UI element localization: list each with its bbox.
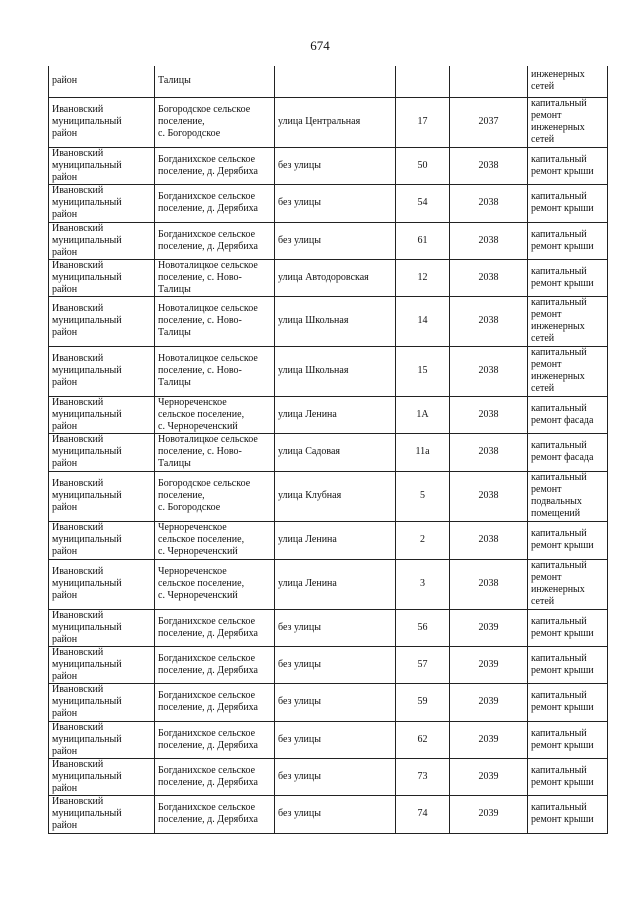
year-cell: 2038 xyxy=(450,346,528,396)
settlement-cell: Богданихское сельское поселение, д. Дерябиха xyxy=(155,758,275,795)
page-number: 674 xyxy=(310,38,330,53)
work-type-cell: капитальный ремонт инженерных сетей xyxy=(528,346,608,396)
table-row xyxy=(49,66,608,97)
settlement-cell: Богданихское сельское поселение, д. Дерябиха xyxy=(155,147,275,184)
year-cell: 2038 xyxy=(450,433,528,471)
settlement-cell: Талицы xyxy=(155,66,275,97)
district-cell: Ивановский муниципальный район xyxy=(49,609,155,646)
year-cell: 2038 xyxy=(450,147,528,184)
street-cell: улица Ленина xyxy=(275,396,396,433)
district-cell: Ивановский муниципальный район xyxy=(49,222,155,259)
work-type-cell: капитальный ремонт инженерных сетей xyxy=(528,296,608,346)
street-cell: улица Школьная xyxy=(275,346,396,396)
table-body xyxy=(49,66,608,833)
street-cell: улица Центральная xyxy=(275,97,396,147)
work-type-cell: капитальный ремонт фасада xyxy=(528,433,608,471)
district-cell: Ивановский муниципальный район xyxy=(49,559,155,609)
district-cell: Ивановский муниципальный район xyxy=(49,147,155,184)
settlement-cell: Богданихское сельское поселение, д. Дерябиха xyxy=(155,222,275,259)
street-cell xyxy=(275,66,396,97)
house-number-cell: 11а xyxy=(396,433,450,471)
table-row xyxy=(49,296,608,346)
year-cell: 2038 xyxy=(450,559,528,609)
district-cell: Ивановский муниципальный район xyxy=(49,259,155,296)
year-cell: 2038 xyxy=(450,259,528,296)
settlement-cell: Чернореченское сельское поселение, с. Чернореченский xyxy=(155,396,275,433)
year-cell: 2038 xyxy=(450,296,528,346)
house-number-cell: 61 xyxy=(396,222,450,259)
table-row xyxy=(49,184,608,222)
table-row xyxy=(49,758,608,795)
house-number-cell: 73 xyxy=(396,758,450,795)
street-cell: улица Ленина xyxy=(275,559,396,609)
house-number-cell: 54 xyxy=(396,184,450,222)
year-cell: 2038 xyxy=(450,396,528,433)
district-cell: Ивановский муниципальный район xyxy=(49,471,155,521)
work-type-cell: капитальный ремонт крыши xyxy=(528,521,608,559)
house-number-cell: 62 xyxy=(396,721,450,758)
street-cell: без улицы xyxy=(275,758,396,795)
settlement-cell: Богданихское сельское поселение, д. Дерябиха xyxy=(155,683,275,721)
table-row xyxy=(49,795,608,833)
district-cell: Ивановский муниципальный район xyxy=(49,296,155,346)
settlement-cell: Чернореченское сельское поселение, с. Чернореченский xyxy=(155,521,275,559)
year-cell: 2039 xyxy=(450,646,528,683)
work-type-cell: капитальный ремонт крыши xyxy=(528,184,608,222)
table-row xyxy=(49,433,608,471)
house-number-cell: 3 xyxy=(396,559,450,609)
year-cell: 2039 xyxy=(450,758,528,795)
street-cell: улица Клубная xyxy=(275,471,396,521)
settlement-cell: Богородское сельское поселение, с. Богородское xyxy=(155,97,275,147)
house-number-cell: 1А xyxy=(396,396,450,433)
table-row xyxy=(49,147,608,184)
district-cell: Ивановский муниципальный район xyxy=(49,396,155,433)
street-cell: без улицы xyxy=(275,721,396,758)
work-type-cell: капитальный ремонт крыши xyxy=(528,721,608,758)
house-number-cell: 56 xyxy=(396,609,450,646)
street-cell: улица Ленина xyxy=(275,521,396,559)
street-cell: без улицы xyxy=(275,646,396,683)
house-number-cell: 50 xyxy=(396,147,450,184)
work-type-cell: капитальный ремонт крыши xyxy=(528,609,608,646)
settlement-cell: Богданихское сельское поселение, д. Дерябиха xyxy=(155,646,275,683)
settlement-cell: Чернореченское сельское поселение, с. Чернореченский xyxy=(155,559,275,609)
house-number-cell: 14 xyxy=(396,296,450,346)
year-cell: 2037 xyxy=(450,97,528,147)
table-row xyxy=(49,259,608,296)
house-number-cell: 5 xyxy=(396,471,450,521)
repair-schedule-table xyxy=(48,66,608,834)
house-number-cell: 12 xyxy=(396,259,450,296)
district-cell: район xyxy=(49,66,155,97)
street-cell: улица Садовая xyxy=(275,433,396,471)
house-number-cell: 2 xyxy=(396,521,450,559)
table-row xyxy=(49,521,608,559)
street-cell: без улицы xyxy=(275,222,396,259)
settlement-cell: Новоталицкое сельское поселение, с. Ново- Талицы xyxy=(155,346,275,396)
settlement-cell: Новоталицкое сельское поселение, с. Ново- Талицы xyxy=(155,259,275,296)
settlement-cell: Богданихское сельское поселение, д. Дерябиха xyxy=(155,795,275,833)
street-cell: улица Автодоровская xyxy=(275,259,396,296)
table-row xyxy=(49,471,608,521)
house-number-cell xyxy=(396,66,450,97)
table-row xyxy=(49,346,608,396)
work-type-cell: капитальный ремонт подвальных помещений xyxy=(528,471,608,521)
work-type-cell: капитальный ремонт крыши xyxy=(528,646,608,683)
work-type-cell: капитальный ремонт крыши xyxy=(528,795,608,833)
year-cell: 2038 xyxy=(450,222,528,259)
street-cell: без улицы xyxy=(275,795,396,833)
year-cell xyxy=(450,66,528,97)
district-cell: Ивановский муниципальный район xyxy=(49,521,155,559)
year-cell: 2039 xyxy=(450,683,528,721)
district-cell: Ивановский муниципальный район xyxy=(49,721,155,758)
work-type-cell: капитальный ремонт инженерных сетей xyxy=(528,97,608,147)
table-row xyxy=(49,646,608,683)
settlement-cell: Новоталицкое сельское поселение, с. Ново- Талицы xyxy=(155,433,275,471)
street-cell: улица Школьная xyxy=(275,296,396,346)
house-number-cell: 57 xyxy=(396,646,450,683)
work-type-cell: капитальный ремонт крыши xyxy=(528,683,608,721)
year-cell: 2038 xyxy=(450,184,528,222)
street-cell: без улицы xyxy=(275,184,396,222)
settlement-cell: Богородское сельское поселение, с. Богородское xyxy=(155,471,275,521)
year-cell: 2039 xyxy=(450,721,528,758)
year-cell: 2039 xyxy=(450,795,528,833)
work-type-cell: капитальный ремонт крыши xyxy=(528,222,608,259)
year-cell: 2039 xyxy=(450,609,528,646)
work-type-cell: капитальный ремонт фасада xyxy=(528,396,608,433)
district-cell: Ивановский муниципальный район xyxy=(49,758,155,795)
settlement-cell: Богданихское сельское поселение, д. Дерябиха xyxy=(155,609,275,646)
table-row xyxy=(49,609,608,646)
year-cell: 2038 xyxy=(450,521,528,559)
work-type-cell: инженерных сетей xyxy=(528,66,608,97)
settlement-cell: Богданихское сельское поселение, д. Дерябиха xyxy=(155,721,275,758)
district-cell: Ивановский муниципальный район xyxy=(49,683,155,721)
table-row xyxy=(49,396,608,433)
district-cell: Ивановский муниципальный район xyxy=(49,97,155,147)
district-cell: Ивановский муниципальный район xyxy=(49,646,155,683)
table-row xyxy=(49,721,608,758)
table-row xyxy=(49,222,608,259)
table-row xyxy=(49,559,608,609)
house-number-cell: 59 xyxy=(396,683,450,721)
district-cell: Ивановский муниципальный район xyxy=(49,346,155,396)
house-number-cell: 15 xyxy=(396,346,450,396)
street-cell: без улицы xyxy=(275,609,396,646)
house-number-cell: 17 xyxy=(396,97,450,147)
district-cell: Ивановский муниципальный район xyxy=(49,795,155,833)
settlement-cell: Богданихское сельское поселение, д. Дерябиха xyxy=(155,184,275,222)
district-cell: Ивановский муниципальный район xyxy=(49,184,155,222)
district-cell: Ивановский муниципальный район xyxy=(49,433,155,471)
table-row xyxy=(49,97,608,147)
work-type-cell: капитальный ремонт крыши xyxy=(528,758,608,795)
work-type-cell: капитальный ремонт инженерных сетей xyxy=(528,559,608,609)
street-cell: без улицы xyxy=(275,683,396,721)
settlement-cell: Новоталицкое сельское поселение, с. Ново- Талицы xyxy=(155,296,275,346)
year-cell: 2038 xyxy=(450,471,528,521)
table-row xyxy=(49,683,608,721)
work-type-cell: капитальный ремонт крыши xyxy=(528,259,608,296)
street-cell: без улицы xyxy=(275,147,396,184)
work-type-cell: капитальный ремонт крыши xyxy=(528,147,608,184)
house-number-cell: 74 xyxy=(396,795,450,833)
